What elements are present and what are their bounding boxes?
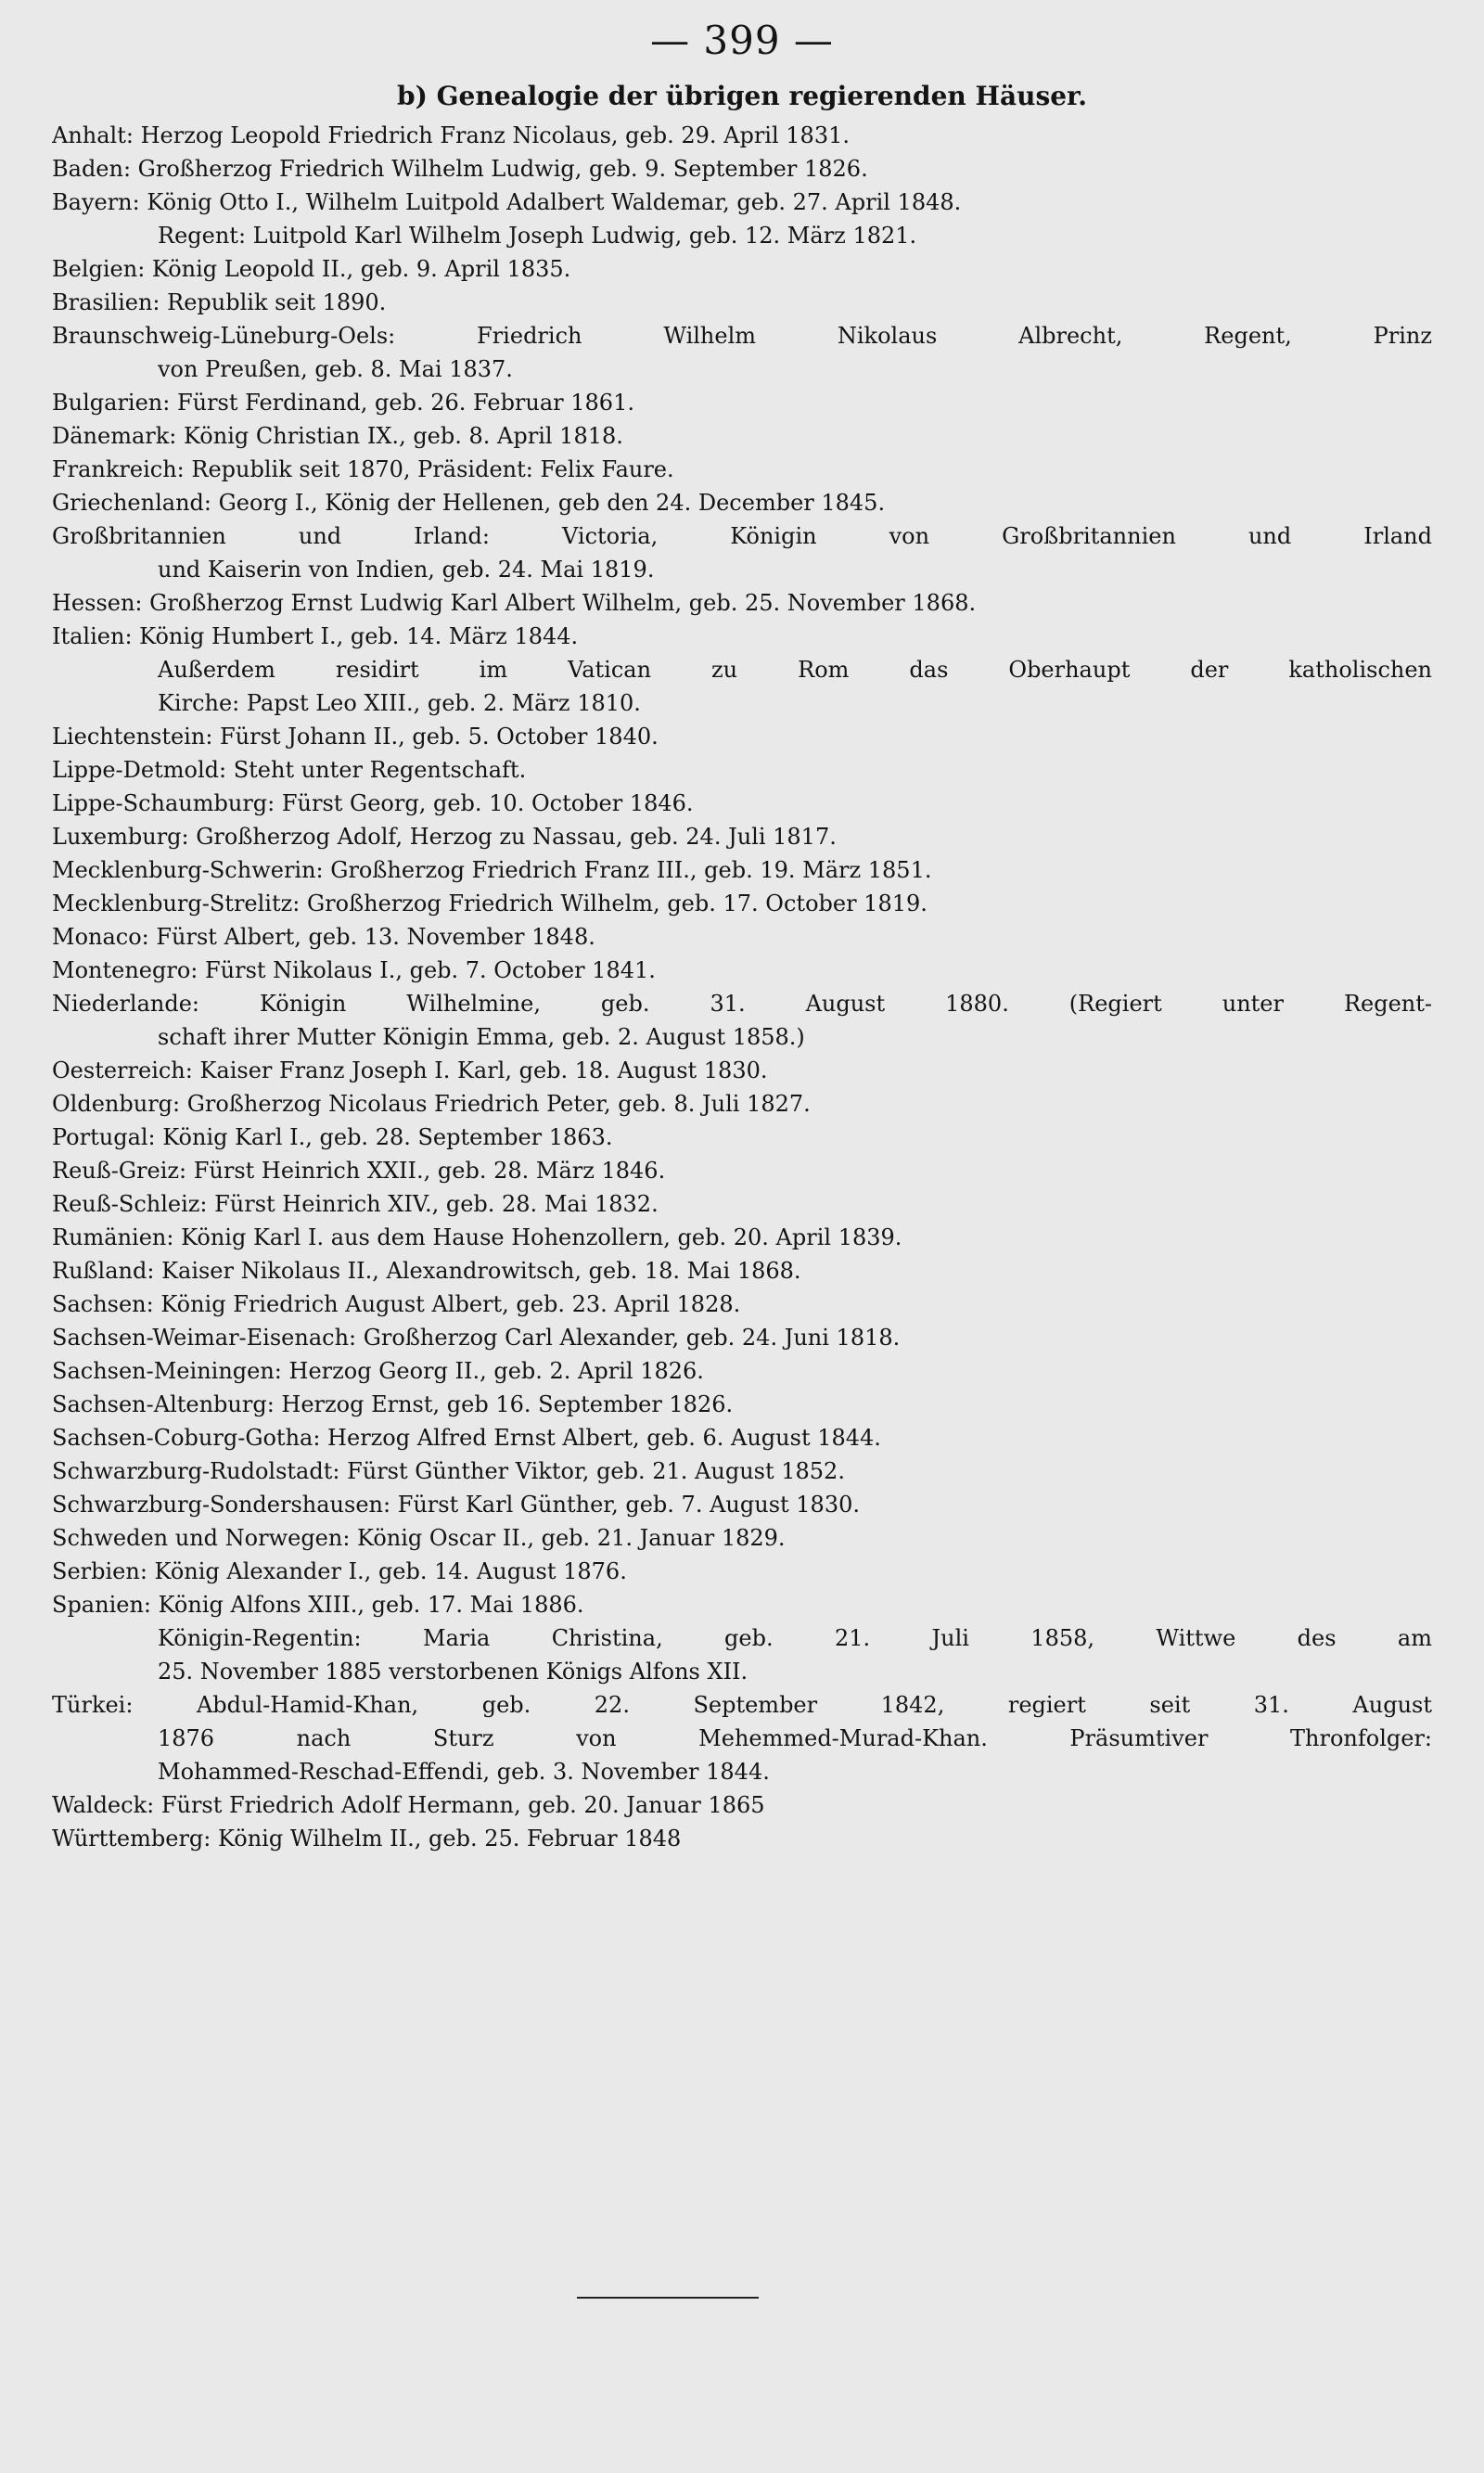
- genealogy-line: Schwarzburg-Sondershausen: Fürst Karl Günther, geb. 7. August 1830.: [52, 1492, 860, 1518]
- genealogy-line: Rußland: Kaiser Nikolaus II., Alexandrowitsch, geb. 18. Mai 1868.: [52, 1258, 801, 1284]
- genealogy-line: Bulgarien: Fürst Ferdinand, geb. 26. Februar 1861.: [52, 390, 634, 416]
- genealogy-line: Luxemburg: Großherzog Adolf, Herzog zu Nassau, geb. 24. Juli 1817.: [52, 824, 837, 850]
- genealogy-line: Rumänien: König Karl I. aus dem Hause Hohenzollern, geb. 20. April 1839.: [52, 1224, 902, 1250]
- genealogy-line: Liechtenstein: Fürst Johann II., geb. 5. October 1840.: [52, 724, 659, 750]
- genealogy-line: Mohammed-Reschad-Effendi, geb. 3. November 1844.: [158, 1759, 770, 1785]
- genealogy-line: Sachsen: König Friedrich August Albert, geb. 23. April 1828.: [52, 1291, 741, 1317]
- genealogy-line: Außerdem residirt im Vatican zu Rom das Oberhaupt der katholischen: [158, 657, 1432, 683]
- genealogy-line: Spanien: König Alfons XIII., geb. 17. Mai 1886.: [52, 1592, 584, 1618]
- genealogy-line: Mecklenburg-Schwerin: Großherzog Friedrich Franz III., geb. 19. März 1851.: [52, 857, 932, 883]
- genealogy-line: Montenegro: Fürst Nikolaus I., geb. 7. October 1841.: [52, 957, 656, 983]
- genealogy-line: Türkei: Abdul-Hamid-Khan, geb. 22. September 1842, regiert seit 31. August: [52, 1692, 1432, 1718]
- genealogy-line: Sachsen-Weimar-Eisenach: Großherzog Carl Alexander, geb. 24. Juni 1818.: [52, 1325, 901, 1351]
- genealogy-line: Dänemark: König Christian IX., geb. 8. April 1818.: [52, 423, 623, 449]
- genealogy-line: Lippe-Schaumburg: Fürst Georg, geb. 10. October 1846.: [52, 790, 694, 816]
- genealogy-line: Kirche: Papst Leo XIII., geb. 2. März 1810.: [158, 690, 641, 716]
- genealogy-line: Waldeck: Fürst Friedrich Adolf Hermann, geb. 20. Januar 1865: [52, 1792, 765, 1818]
- genealogy-line: Brasilien: Republik seit 1890.: [52, 289, 387, 315]
- genealogy-line: Mecklenburg-Strelitz: Großherzog Friedrich Wilhelm, geb. 17. October 1819.: [52, 891, 928, 916]
- section-title: b) Genealogie der übrigen regierenden Häuser.: [397, 81, 1087, 111]
- genealogy-line: Lippe-Detmold: Steht unter Regentschaft.: [52, 757, 527, 783]
- genealogy-line: Hessen: Großherzog Ernst Ludwig Karl Albert Wilhelm, geb. 25. November 1868.: [52, 590, 977, 616]
- genealogy-line: Frankreich: Republik seit 1870, Präsident: Felix Faure.: [52, 456, 674, 482]
- genealogy-line: Reuß-Schleiz: Fürst Heinrich XIV., geb. 28. Mai 1832.: [52, 1191, 659, 1217]
- genealogy-line: schaft ihrer Mutter Königin Emma, geb. 2. August 1858.): [158, 1024, 805, 1050]
- genealogy-line: Italien: König Humbert I., geb. 14. März 1844.: [52, 623, 579, 649]
- genealogy-list: [52, 119, 1432, 1855]
- genealogy-line: Bayern: König Otto I., Wilhelm Luitpold Adalbert Waldemar, geb. 27. April 1848.: [52, 189, 962, 215]
- genealogy-line: Reuß-Greiz: Fürst Heinrich XXII., geb. 28. März 1846.: [52, 1158, 666, 1184]
- genealogy-line: Portugal: König Karl I., geb. 28. September 1863.: [52, 1124, 613, 1150]
- genealogy-line: Monaco: Fürst Albert, geb. 13. November 1848.: [52, 924, 595, 950]
- genealogy-line: Sachsen-Coburg-Gotha: Herzog Alfred Ernst Albert, geb. 6. August 1844.: [52, 1425, 881, 1451]
- genealogy-line: Regent: Luitpold Karl Wilhelm Joseph Ludwig, geb. 12. März 1821.: [158, 223, 917, 249]
- genealogy-line: Braunschweig-Lüneburg-Oels: Friedrich Wilhelm Nikolaus Albrecht, Regent, Prinz: [52, 323, 1432, 349]
- genealogy-line: Baden: Großherzog Friedrich Wilhelm Ludwig, geb. 9. September 1826.: [52, 156, 868, 182]
- page-number: — 399 —: [650, 18, 834, 63]
- genealogy-line: Königin-Regentin: Maria Christina, geb. 21. Juli 1858, Wittwe des am: [158, 1625, 1432, 1651]
- genealogy-line: 1876 nach Sturz von Mehemmed-Murad-Khan. Präsumtiver Thronfolger:: [158, 1725, 1432, 1751]
- genealogy-line: Sachsen-Altenburg: Herzog Ernst, geb 16. September 1826.: [52, 1391, 734, 1417]
- genealogy-line: von Preußen, geb. 8. Mai 1837.: [158, 356, 513, 382]
- genealogy-line: Griechenland: Georg I., König der Hellenen, geb den 24. December 1845.: [52, 490, 886, 516]
- genealogy-line: Schweden und Norwegen: König Oscar II., geb. 21. Januar 1829.: [52, 1525, 786, 1551]
- genealogy-line: Oesterreich: Kaiser Franz Joseph I. Karl, geb. 18. August 1830.: [52, 1057, 768, 1083]
- genealogy-line: Württemberg: König Wilhelm II., geb. 25. Februar 1848: [52, 1826, 682, 1852]
- genealogy-line: Anhalt: Herzog Leopold Friedrich Franz Nicolaus, geb. 29. April 1831.: [52, 122, 850, 148]
- genealogy-line: Schwarzburg-Rudolstadt: Fürst Günther Viktor, geb. 21. August 1852.: [52, 1458, 845, 1484]
- genealogy-line: Sachsen-Meiningen: Herzog Georg II., geb. 2. April 1826.: [52, 1358, 704, 1384]
- genealogy-line: Oldenburg: Großherzog Nicolaus Friedrich Peter, geb. 8. Juli 1827.: [52, 1091, 811, 1117]
- genealogy-line: Serbien: König Alexander I., geb. 14. August 1876.: [52, 1558, 627, 1584]
- genealogy-line: Großbritannien und Irland: Victoria, Königin von Großbritannien und Irland: [52, 523, 1432, 549]
- genealogy-line: und Kaiserin von Indien, geb. 24. Mai 1819.: [158, 557, 655, 583]
- closing-rule: [577, 2297, 759, 2299]
- genealogy-line: 25. November 1885 verstorbenen Königs Alfons XII.: [158, 1659, 748, 1685]
- genealogy-line: Belgien: König Leopold II., geb. 9. April 1835.: [52, 256, 571, 282]
- genealogy-line: Niederlande: Königin Wilhelmine, geb. 31. August 1880. (Regiert unter Regent-: [52, 991, 1432, 1017]
